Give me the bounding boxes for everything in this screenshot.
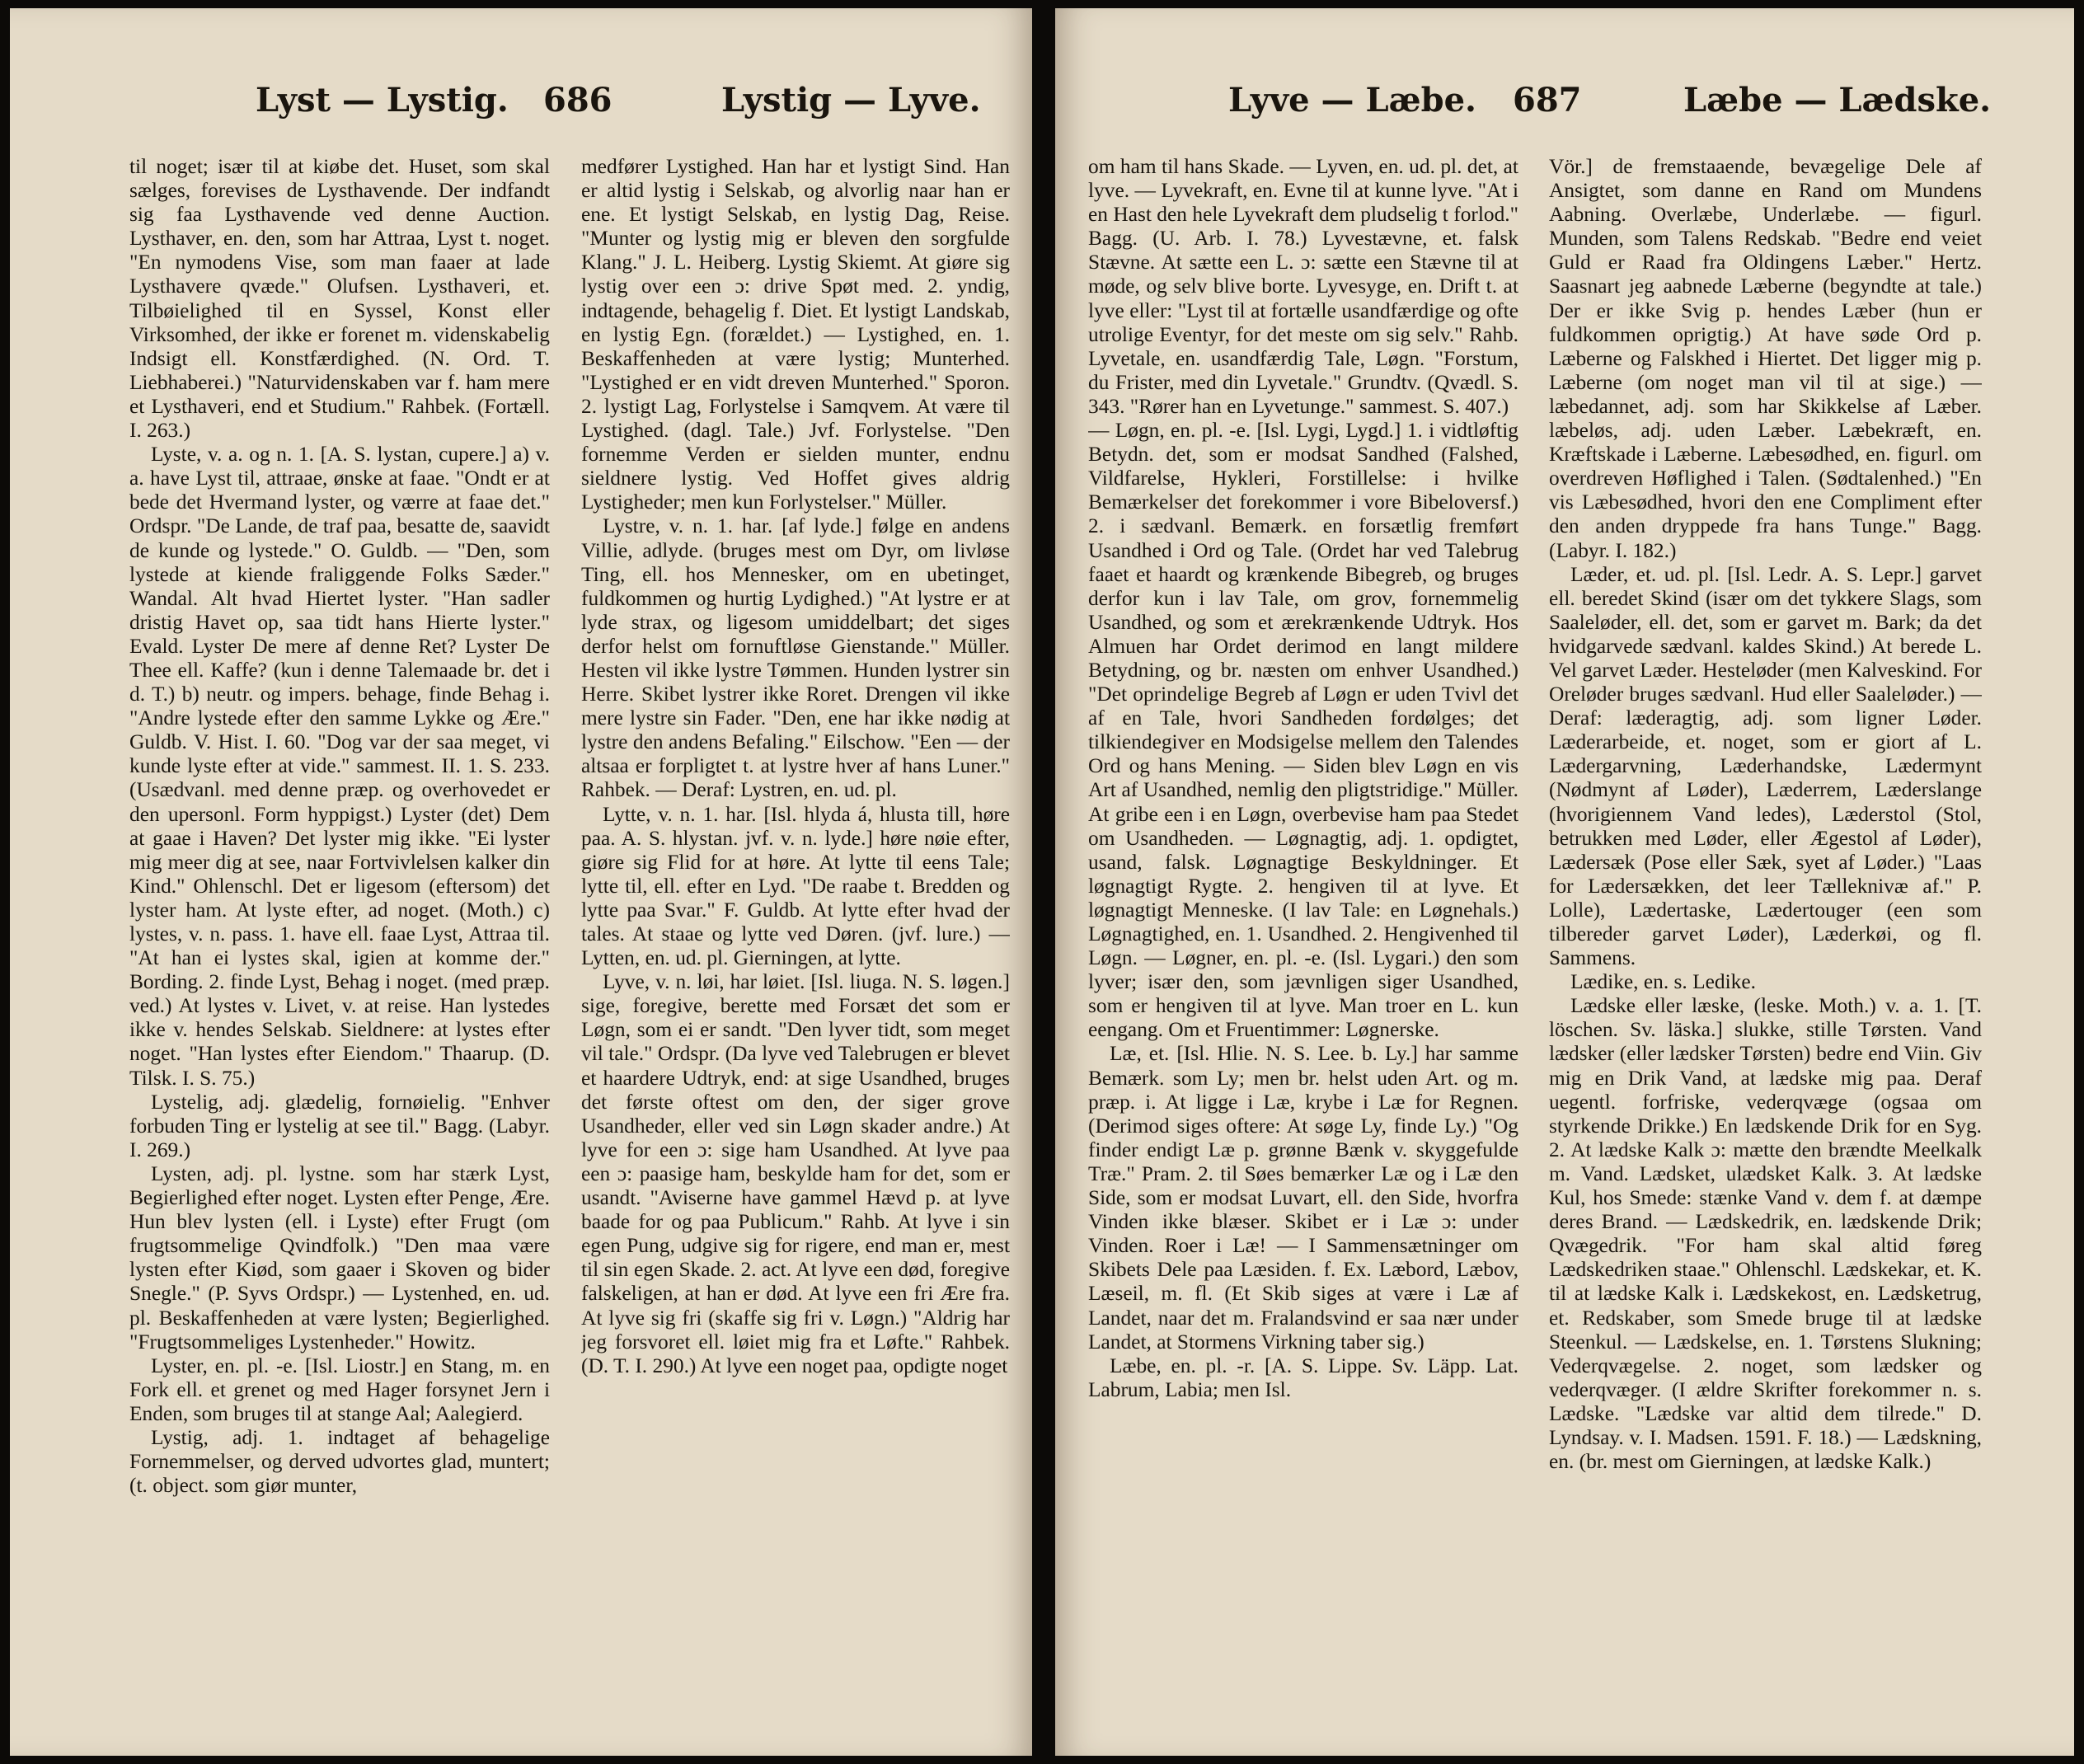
page-number: 686 — [543, 81, 613, 120]
entry-paragraph: — Løgn, en. pl. -e. [Isl. Lygi, Lygd.] 1. i vidtløftig Betydn. det, som er modsat Sandhed (Falshed, Vildfarelse, Hykleri, Forstillelse: i hvilke Bemærkelser det forekommer i vore Bibeloversf.) 2. i sædvanl. Bemærk. en forsætlig fremført Usandhed i Ord og Tale. (Ordet har ved Talebrug faaet et haardt og krænkende Bibegreb, og bruges derfor kun i lav Tale, om grov, fornemmelig Usandhed, og som et ærekrænkende Udtryk. Hos Almuen har Ordet derimod en langt mildere Betydning, og br. næsten om enhver Usandhed.) "Det oprindelige Begreb af Løgn er uden Tvivl det af en Tale, hvori Sandheden fordølges; det tilkiendegiver en Modsigelse mellem den Talendes Ord og hans Mening. — Siden blev Løgn en vis Art af Usandhed, nemlig den pligtstridige." Müller. At gribe een i en Løgn, overbevise ham paa Stedet om Usandheden. — Løgnagtig, adj. 1. opdigtet, usand, falsk. Løgnagtige Beskyldninger. Et løgnagtigt Rygte. 2. hengiven til at lyve. Et løgnagtigt Menneske. (I lav Tale: en Løgnehals.) Løgnagtighed, en. 1. Usandhed. 2. Hengivenhed til Løgn. — Løgner, en. pl. -e. (Isl. Lygari.) den som lyver; især den, som jævnligen siger Usandhed, som er hengiven til at lyve. Man troer en L. kun eengang. Om et Fruentimmer: Løgnerske. — [1088, 419, 1518, 1042]
entry-paragraph: til noget; især til at kiøbe det. Huset, som skal sælges, forevises de Lysthavende. Der indfandt sig faa Lysthavende ved denne Auction. Lysthaver, en. den, som har Attraa, Lyst t. noget. "En nymodens Vise, som man faaer at lade Lysthavere qvæde." Olufsen. Lysthaveri, et. Tilbøielighed til en Syssel, Konst eller Virksomhed, der ikke er forenet m. videnskabelig Indsigt ell. Konstfærdighed. (N. Ord. T. Liebhaberei.) "Naturvidenskaben var f. ham mere et Lysthaveri, end et Studium." Rahbek. (Fortæll. I. 263.) — [129, 155, 550, 443]
page-number: 687 — [1513, 81, 1582, 120]
entry-paragraph: om ham til hans Skade. — Lyven, en. ud. pl. det, at lyve. — Lyvekraft, en. Evne til at kunne lyve. "At i en Hast den hele Lyvekraft dem pludselig t forlod." Bagg. (U. Arb. I. 78.) Lyvestævne, et. falsk Stævne. At sætte een L. ɔ: sætte een Stævne til at møde, og selv blive borte. Lyvesyge, en. Drift t. at lyve eller: "Lyst til at fortælle usandfærdige og ofte utrolige Eventyr, for det meste om sig selv." Rahb. Lyvetale, en. usandfærdig Tale, Løgn. "Forstum, du Frister, med din Lyvetale." Grundtv. (Qvædl. S. 343. "Rører han en Lyvetunge." sammest. S. 407.) — [1088, 155, 1518, 418]
entry-paragraph: Lystig, adj. 1. indtaget af behagelige Fornemmelser, og derved udvortes glad, muntert; (t. object. som giør munter, — [129, 1425, 550, 1498]
running-head-left: Lyve — Læbe. — [1228, 81, 1476, 120]
right-page — [1055, 8, 2074, 1756]
right-page-header — [1055, 81, 2074, 130]
entry-paragraph: Lytte, v. n. 1. har. [Isl. hlyda á, hlusta till, høre paa. A. S. hlystan. jvf. v. n. lyde.] høre nøie efter, giøre sig Flid for at høre. At lytte til eens Tale; lytte til, ell. efter en Lyd. "De raabe t. Bredden og lytte paa Svar." F. Guldb. At lytte efter hvad der tales. At staae og lytte ved Døren. (jvf. lure.) — Lytten, en. ud. pl. Gierningen, at lytte. — [581, 802, 1010, 970]
entry-paragraph: medfører Lystighed. Han har et lystigt Sind. Han er altid lystig i Selskab, og alvorlig naar han er ene. Et lystigt Selskab, en lystig Dag, Reise. "Munter og lystig mig er bleven den sorgfulde Klang." J. L. Heiberg. Lystig Skiemt. At giøre sig lystig over een ɔ: drive Spøt med. 2. yndig, indtagende, behagelig f. Diet. Et lystigt Landskab, en lystig Egn. (forældet.) — Lystighed, en. 1. Beskaffenheden at være lystig; Munterhed. "Lystighed er en vidt dreven Munterhed." Sporon. 2. lystigt Lag, Forlystelse i Samqvem. At være til Lystighed. (dagl. Tale.) Jvf. Forlystelse. "Den fornemme Verden er sielden munter, endnu sieldnere lystig. Ved Hoffet gives aldrig Lystigheder; men kun Forlystelser." Müller. — [581, 155, 1010, 514]
entry-paragraph: Læbe, en. pl. -r. [A. S. Lippe. Sv. Läpp. Lat. Labrum, Labia; men Isl. — [1088, 1353, 1518, 1401]
entry-paragraph: Lyster, en. pl. -e. [Isl. Liostr.] en Stang, m. en Fork ell. et grenet og med Hager forsynet Jern i Enden, som bruges til at stange Aal; Aalegierd. — [129, 1353, 550, 1425]
entry-paragraph: Vör.] de fremstaaende, bevægelige Dele af Ansigtet, som danne en Rand om Mundens Aabning. Overlæbe, Underlæbe. — figurl. Munden, som Talens Redskab. "Bedre end veiet Guld er Raad fra Oldingens Læber." Hertz. Saasnart jeg aabnede Læberne (begyndte at tale.) Der er ikke Svig p. hendes Læber (hun er fuldkommen oprigtig.) At have søde Ord p. Læberne og Falskhed i Hiertet. Det ligger mig p. Læberne (om noget man vil til at sige.) — læbedannet, adj. som har Skikkelse af Læber. læbeløs, adj. uden Læber. Læbekræft, en. Kræftskade i Læberne. Læbesødhed, en. figurl. om overdreven Høflighed i Talen. (Sødtalenhed.) "En vis Læbesødhed, hvori den ene Compliment efter den anden dryppede fra hans Tunge." Bagg. (Labyr. I. 182.) — [1549, 155, 1982, 562]
right-page-column-1 — [1088, 155, 1518, 1402]
running-head-right: Lystig — Lyve. — [721, 81, 981, 120]
right-page-column-2 — [1549, 155, 1982, 1474]
entry-paragraph: Lysten, adj. pl. lystne. som har stærk Lyst, Begierlighed efter noget. Lysten efter Penge, Ære. Hun blev lysten (ell. i Lyste) efter Frugt (om frugtsommelige Qvindfolk.) "Den maa være lysten efter Kiød, som gaaer i Skoven og bider Snegle." (P. Syvs Ordspr.) — Lystenhed, en. ud. pl. Beskaffenheden at være lysten; Begierlighed. "Frugtsommeliges Lystenheder." Howitz. — [129, 1161, 550, 1353]
entry-paragraph: Læ, et. [Isl. Hlie. N. S. Lee. b. Ly.] har samme Bemærk. som Ly; men br. helst uden Art. og m. præp. i. At ligge i Læ, krybe i Læ for Regnen. (Derimod siges oftere: At søge Ly, finde Ly.) "Og finder endigt Læ p. grønne Bænk v. skyggefulde Træ." Pram. 2. til Søes bemærker Læ og i Læ den Side, som er modsat Luvart, ell. den Side, hvorfra Vinden ikke blæser. Skibet er i Læ ɔ: under Vinden. Roer i Læ! — I Sammensætninger om Skibets Dele paa Læsiden. f. Ex. Læbord, Læbov, Læseil, m. fl. (Et Skib siges at være i Læ af Landet, naar det m. Fralandsvind er saa nær under Landet, at Stormens Virkning taber sig.) — [1088, 1042, 1518, 1353]
entry-paragraph: Lædske eller læske, (leske. Moth.) v. a. 1. [T. löschen. Sv. läska.] slukke, stille Tørsten. Vand lædsker (eller lædsker Tørsten) bedre end Viin. Giv mig en Drik Vand, at lædske mig paa. Deraf uegentl. forfriske, vederqvæge (ogsaa om styrkende Drikke.) En lædskende Drik for en Syg. 2. At lædske Kalk ɔ: mætte den brændte Meelkalk m. Vand. Lædsket, ulædsket Kalk. 3. At lædske Kul, hos Smede: stænke Vand v. dem f. at dæmpe deres Brand. — Lædskedrik, en. lædskende Drik; Qvægedrik. "For ham skal altid føreg Lædskedriken staae." Ohlenschl. Lædskekar, et. K. til at lædske Kalk i. Lædskekost, en. Lædsketrug, et. Redskaber, som Smede bruge til at lædske Steenkul. — Lædskelse, en. 1. Tørstens Slukning; Vederqvægelse. 2. noget, som lædsker og vederqvæger. (I ældre Skrifter forekommer n. s. Lædske. "Lædske var altid dem tilrede." D. Lyndsay. v. I. Madsen. 1591. F. 18.) — Lædskning, en. (br. mest om Gierningen, at lædske Kalk.) — [1549, 994, 1982, 1474]
entry-paragraph: Lædike, en. s. Ledike. — [1570, 970, 1756, 994]
left-page-column-2 — [581, 155, 1010, 1378]
entry-paragraph: Lystre, v. n. 1. har. [af lyde.] følge en andens Villie, adlyde. (bruges mest om Dyr, om livløse Ting, ell. hos Mennesker, om en ubetinget, fuldkommen og hurtig Lydighed.) "At lystre er at lyde strax, og ligesom umiddelbart; det siges derfor helst om fornuftløse Gienstande." Müller. Hesten vil ikke lystre Tømmen. Hunden lystrer sin Herre. Skibet lystrer ikke Roret. Drengen vil ikke mere lystre sin Fader. "Den, ene har ikke nødig at lystre den andens Befaling." Eilschow. "Een — der altsaa er forpligtet t. at lystre hver af hans Luner." Rahbek. — Deraf: Lystren, en. ud. pl. — [581, 514, 1010, 802]
left-page-header — [10, 81, 1032, 130]
running-head-right: Læbe — Lædske. — [1683, 81, 1992, 120]
entry-paragraph: Lyste, v. a. og n. 1. [A. S. lystan, cupere.] a) v. a. have Lyst til, attraae, ønske at faae. "Ondt er at bede det Hvermand lyster, og værre at faae det." Ordspr. "De Lande, de traf paa, besatte de, saavidt de kunde og lystede." O. Guldb. — "Den, som lystede at kiende fraliggende Folks Sæder." Wandal. Alt hvad Hiertet lyster. "Han sadler dristig Havet op, saa tidt hans Hierte lyster." Evald. Lyster De mere af denne Ret? Lyster De Thee ell. Kaffe? (kun i denne Talemaade br. det i d. T.) b) neutr. og impers. behage, finde Behag i. "Andre lystede efter den samme Lykke og Ære." Guldb. V. Hist. I. 60. "Dog var der saa meget, vi kunde lyste efter at vide." sammest. II. 1. S. 233. (Usædvanl. med denne præp. og overhovedet er den upersonl. Form hyppigst.) Lyster (det) Dem at gaae i Haven? Det lyster mig ikke. "Ei lyster mig meer dig at see, naar Fortvivlelsen kalker din Kind." Ohlenschl. Det er ligesom (eftersom) det lyster ham. At lyste efter, ad noget. (Moth.) c) lystes, v. n. pass. 1. have ell. faae Lyst, Attraa til. "At han ei lystes skal, igien at komme der." Bording. 2. finde Lyst, Behag i noget. (med præp. ved.) At lystes v. Livet, v. at reise. Han lystedes ikke v. hendes Selskab. Sieldnere: at lystes efter noget. "Han lystes efter Eiendom." Thaarup. (D. Tilsk. I. S. 75.) — [129, 443, 550, 1090]
running-head-left: Lyst — Lystig. — [256, 81, 509, 120]
entry-paragraph: Lystelig, adj. glædelig, fornøielig. "Enhver forbuden Ting er lystelig at see til." Bagg. (Labyr. I. 269.) — [129, 1090, 550, 1161]
left-page-column-1 — [129, 155, 550, 1498]
left-page — [10, 8, 1032, 1756]
book-gutter — [1032, 0, 1055, 1764]
entry-paragraph: Læder, et. ud. pl. [Isl. Ledr. A. S. Lepr.] garvet ell. beredet Skind (især om det tykkere Slags, som Saaleløder, ell. det, som er garvet m. Bark; da det hvidgarvede sædvanl. kaldes Skind.) At berede L. Vel garvet Læder. Hesteløder (men Kalveskind. For Oreløder bruges sædvanl. Hud eller Saaleløder.) — Deraf: læderagtig, adj. som ligner Løder. Læderarbeide, et. noget, som er giort af L. Lædergarvning, Læderhandske, Lædermynt (Nødmynt af Løder), Læderrem, Læderslange (hvorigiennem Vand ledes), Læderstol (Stol, betrukken med Løder, eller Ægestol af Løder), Lædersæk (Pose eller Sæk, syet af Løder.) "Laas for Lædersækken, det leer Tælleknivæ af." P. Lolle), Lædertaske, Lædertouger (een som tilbereder garvet Løder), Læderkøi, og fl. Sammens. — [1549, 562, 1982, 970]
entry-paragraph: Lyve, v. n. løi, har løiet. [Isl. liuga. N. S. løgen.] sige, foregive, berette med Forsæt det som er Løgn, som ei er sandt. "Den lyver tidt, som meget vil tale." Ordspr. (Da lyve ved Talebrugen er blevet et haardere Udtryk, end: at sige Usandhed, bruges det første oftest om den, der siger grove Usandheder, eller ved sin Løgn skader andre.) At lyve for een ɔ: sige ham Usandhed. At lyve paa een ɔ: paasige ham, beskylde ham for det, som er usandt. "Aviserne have gammel Hævd p. at lyve baade for og paa Publicum." Rahb. At lyve i sin egen Pung, udgive sig for rigere, end man er, mest til sin egen Skade. 2. act. At lyve een død, foregive falskeligen, at han er død. At lyve een fri Ære fra. At lyve sig fri (skaffe sig fri v. Løgn.) "Aldrig har jeg forsvoret ell. løiet mig fra et Løfte." Rahbek. (D. T. I. 290.) At lyve een noget paa, opdigte noget — [581, 970, 1010, 1377]
